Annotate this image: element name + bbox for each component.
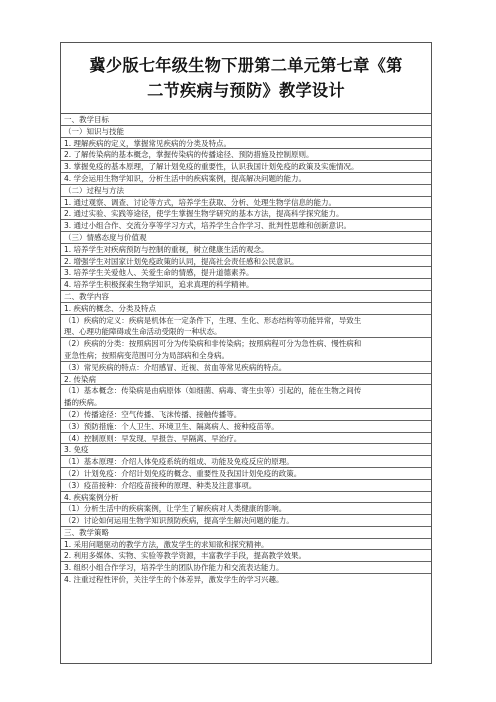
content-line: （三）情感态度与价值观 <box>61 232 431 244</box>
content-line: 4. 注重过程性评价，关注学生的个体差异，激发学生的学习兴趣。 <box>64 575 284 585</box>
content-line: 2. 利用多媒体、实物、实验等教学资源，丰富教学手段，提高教学效果。 <box>61 550 431 562</box>
content-line: （1）疾病的定义：疾病是机体在一定条件下，生理、生化、形态结构等功能异常，导致生 <box>64 315 362 325</box>
content-rows <box>61 114 431 586</box>
content-line: 理、心理功能障碍或生命活动受限的一种状态。 <box>61 326 431 338</box>
content-line: （4）控制原则：早发现、早报告、早隔离、早治疗。 <box>61 433 431 445</box>
content-line: （二）过程与方法 <box>61 185 431 197</box>
content-line: （一）知识与技能 <box>61 126 431 138</box>
content-line: （2）计划免疫：介绍计划免疫的概念、重要性及我国计划免疫的政策。 <box>61 468 431 480</box>
content-line: 1. 采用问题驱动的教学方法，激发学生的求知欲和探究精神。 <box>61 539 431 551</box>
content-line: 4. 培养学生积极探索生物学知识，追求真理的科学精神。 <box>61 279 431 291</box>
content-line: 1. 理解疾病的定义，掌握常见疾病的分类及特点。 <box>61 138 431 150</box>
content-line: 播的疾病。 <box>61 397 431 409</box>
content-line: 3. 组织小组合作学习，培养学生的团队协作能力和交流表达能力。 <box>61 562 431 574</box>
content-line: （2）讨论如何运用生物学知识预防疾病，提高学生解决问题的能力。 <box>61 515 431 527</box>
content-line: 一、教学目标 <box>61 114 431 126</box>
content-line: （1）基本概念：传染病是由病原体（如细菌、病毒、寄生虫等）引起的，能在生物之间传 <box>64 386 362 396</box>
content-line: 1. 培养学生对疾病预防与控制的重视，树立健康生活的观念。 <box>61 244 431 256</box>
content-line: （2）传播途径：空气传播、飞沫传播、接触传播等。 <box>61 409 431 421</box>
content-line: 3. 免疫 <box>61 444 431 456</box>
content-line: 2. 了解传染病的基本概念，掌握传染病的传播途径、预防措施及控制原则。 <box>61 149 431 161</box>
content-line: 二、教学内容 <box>61 291 431 303</box>
content-line: 2. 传染病 <box>61 374 431 386</box>
content-line: （3）常见疾病的特点：介绍感冒、近视、贫血等常见疾病的特点。 <box>61 362 431 374</box>
content-line: 2. 增强学生对国家计划免疫政策的认同，提高社会责任感和公民意识。 <box>61 256 431 268</box>
content-line: 4. 学会运用生物学知识，分析生活中的疾病案例，提高解决问题的能力。 <box>61 173 431 185</box>
content-line: （3）预防措施：个人卫生、环境卫生、隔离病人、接种疫苗等。 <box>61 421 431 433</box>
content-line: 1. 通过观察、调查、讨论等方式，培养学生获取、分析、处理生物学信息的能力。 <box>61 197 431 209</box>
content-line: （2）疾病的分类：按照病因可分为传染病和非传染病；按照病程可分为急性病、慢性病和 <box>64 339 362 349</box>
document-title-line-1: 冀少版七年级生物下册第二单元第七章《第 <box>89 56 403 75</box>
content-line: 1. 疾病的概念、分类及特点 <box>61 303 431 315</box>
title-cell <box>61 43 431 114</box>
content-line: 3. 掌握免疫的基本原理，了解计划免疫的重要性，认识我国计划免疫的政策及实施情况。 <box>61 161 431 173</box>
content-line: 4. 疾病案例分析 <box>61 492 431 504</box>
content-line: 三、教学策略 <box>61 527 431 539</box>
content-line: 亚急性病；按照病变范围可分为局部病和全身病。 <box>61 350 431 362</box>
document-table <box>60 42 432 664</box>
content-line: 2. 通过实验、实践等途径，使学生掌握生物学研究的基本方法，提高科学探究能力。 <box>61 208 431 220</box>
content-line: （1）分析生活中的疾病案例，让学生了解疾病对人类健康的影响。 <box>61 503 431 515</box>
document-title-line-2: 二节疾病与预防》教学设计 <box>147 81 345 100</box>
content-line: 3. 培养学生关爱他人、关爱生命的情感，提升道德素养。 <box>61 267 431 279</box>
content-line: 3. 通过小组合作、交流分享等学习方式，培养学生合作学习、批判性思维和创新意识。 <box>61 220 431 232</box>
content-line: （1）基本原理：介绍人体免疫系统的组成、功能及免疫反应的原理。 <box>61 456 431 468</box>
content-line: （3）疫苗接种：介绍疫苗接种的原理、种类及注意事项。 <box>61 480 431 492</box>
